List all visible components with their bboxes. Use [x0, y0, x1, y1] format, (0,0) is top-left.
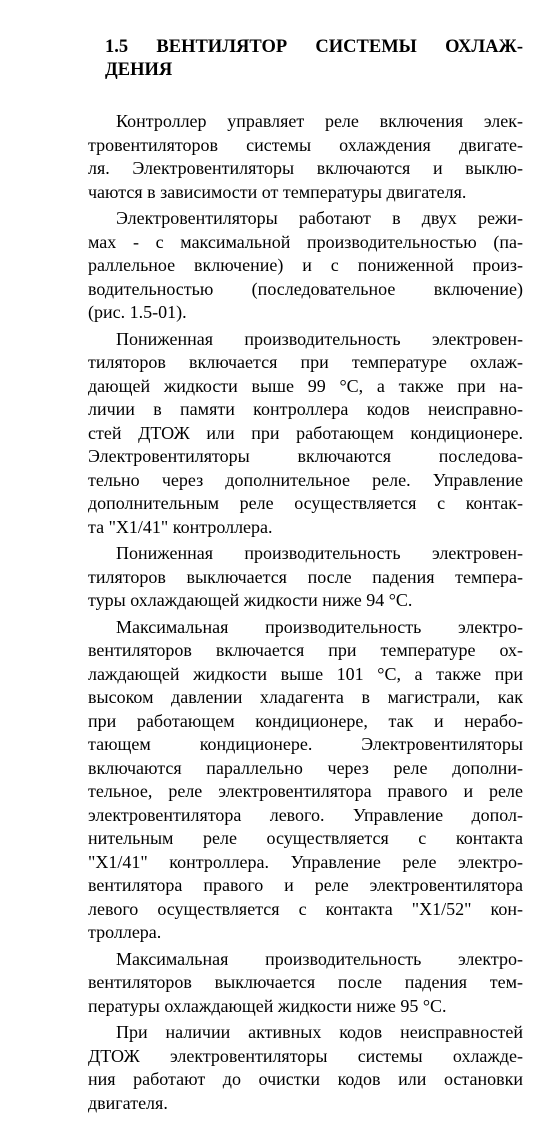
paragraph-line: пературы охлаждающей жидкости ниже 95 °C.	[88, 995, 447, 1016]
section-title-line: 1.5 ВЕНТИЛЯТОР СИСТЕМЫ ОХЛАЖ-	[105, 37, 523, 57]
paragraph-line: высоком давлении хладагента в магистрали, как	[88, 687, 523, 707]
paragraph	[88, 1021, 523, 1115]
paragraph-line: При наличии активных кодов неисправностей	[116, 1022, 523, 1042]
paragraph-line: Электровентиляторы включаются последова-	[88, 446, 523, 466]
paragraph-line: при работающем кондиционере, так и нерабо-	[88, 710, 523, 731]
paragraph-line: Электровентиляторы работают в двух режи-	[116, 208, 523, 228]
body-text	[88, 110, 523, 1115]
paragraph-line: левого осуществляется с контакта "X1/52" кон-	[88, 898, 523, 919]
paragraph-line: Контроллер управляет реле включения элек-	[116, 111, 523, 131]
section-title	[105, 36, 523, 82]
paragraph-line: дающей жидкости выше 99 °C, а также при на-	[88, 375, 523, 396]
paragraph-line: стей ДТОЖ или при работающем кондиционере.	[88, 422, 523, 443]
paragraph-line: ля. Электровентиляторы включаются и выклю-	[88, 158, 523, 178]
paragraph	[88, 948, 523, 1019]
paragraph	[88, 207, 523, 325]
paragraph-line: Пониженная производительность электровен-	[116, 328, 523, 349]
paragraph-line: электровентилятора левого. Управление допол-	[88, 804, 523, 825]
paragraph-line: раллельное включение) и с пониженной произ-	[88, 255, 523, 275]
paragraph-line: "X1/41" контроллера. Управление реле электро-	[88, 851, 523, 872]
paragraph-line: тровентиляторов системы охлаждения двигате-	[88, 134, 523, 155]
paragraph-line: вентиляторов выключается после падения тем-	[88, 972, 523, 992]
paragraph-line: нительным реле осуществляется с контакта	[88, 828, 523, 848]
paragraph-line: тающем кондиционере. Электровентиляторы	[88, 734, 523, 754]
paragraph-line: мах - с максимальной производительностью (па-	[88, 231, 523, 252]
paragraph-line: включаются параллельно через реле дополни-	[88, 757, 523, 778]
paragraph-line: Максимальная производительность электро-	[116, 616, 523, 637]
paragraph-line: вентилятора правого и реле электровентилятора	[88, 875, 523, 895]
paragraph-line: тельно через дополнительное реле. Управление	[88, 469, 523, 490]
paragraph-line: лаждающей жидкости выше 101 °C, а также при	[88, 663, 523, 684]
paragraph-line: та "X1/41" контроллера.	[88, 516, 273, 537]
paragraph-line: туры охлаждающей жидкости ниже 94 °C.	[88, 590, 413, 610]
paragraph-line: Максимальная производительность электро-	[116, 948, 523, 969]
paragraph-line: личии в памяти контроллера кодов неисправно-	[88, 399, 523, 419]
paragraph	[88, 542, 523, 613]
paragraph-line: ния работают до очистки кодов или остановки	[88, 1069, 523, 1089]
paragraph-line: ДТОЖ электровентиляторы системы охлажде-	[88, 1045, 523, 1066]
paragraph-line: чаются в зависимости от температуры двигателя.	[88, 181, 467, 202]
section-title-line: ДЕНИЯ	[105, 60, 173, 80]
paragraph-line: тиляторов включается при температуре охлаж-	[88, 352, 523, 372]
paragraph-line: Пониженная производительность электровен-	[116, 543, 523, 563]
paragraph	[88, 616, 523, 945]
paragraph-line: тельное, реле электровентилятора правого и реле	[88, 781, 523, 801]
paragraph-line: троллера.	[88, 922, 162, 942]
paragraph-line: водительностью (последовательное включение)	[88, 278, 523, 299]
paragraph-line: вентиляторов включается при температуре ох-	[88, 640, 523, 660]
paragraph	[88, 110, 523, 204]
paragraph	[88, 328, 523, 540]
paragraph-line: двигателя.	[88, 1092, 168, 1113]
paragraph-line: (рис. 1.5-01).	[88, 302, 187, 322]
paragraph-line: дополнительным реле осуществляется с контак-	[88, 493, 523, 513]
paragraph-line: тиляторов выключается после падения темпера-	[88, 566, 523, 587]
